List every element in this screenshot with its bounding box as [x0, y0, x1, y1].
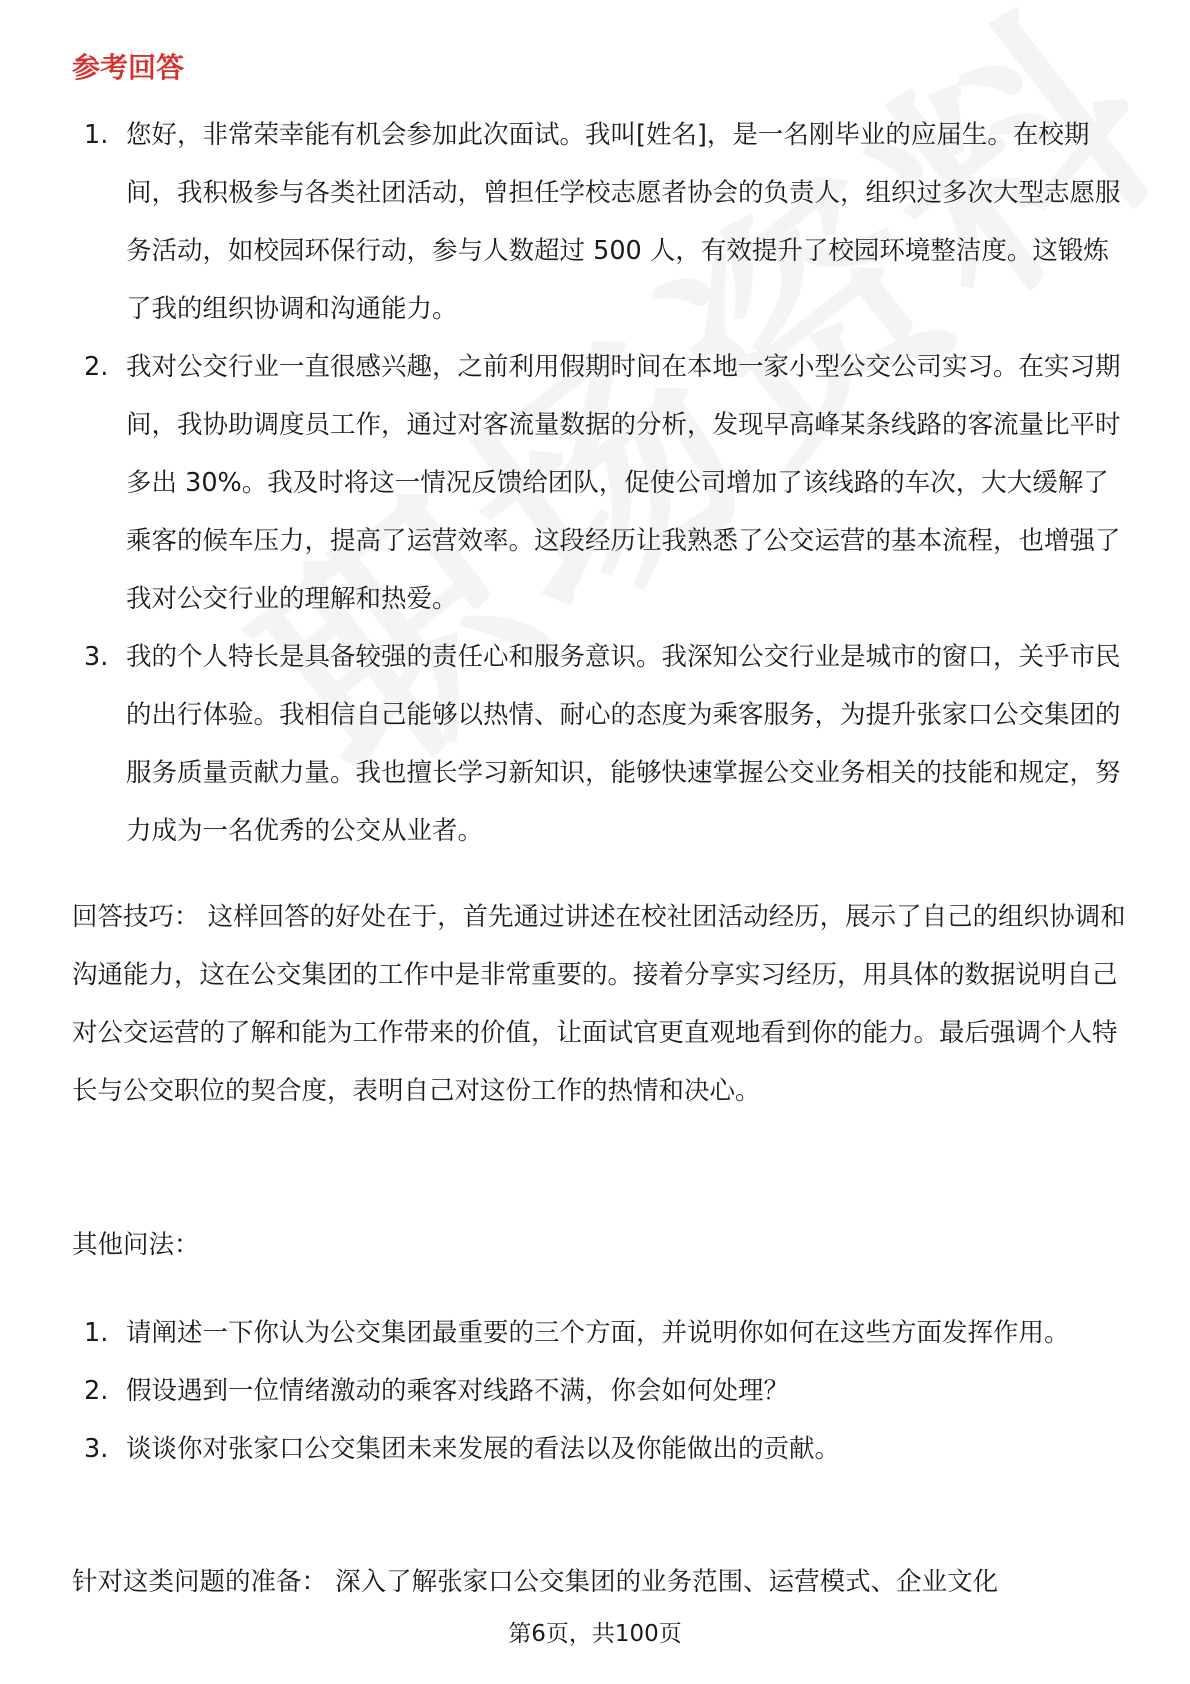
section-heading-reference-answer: 参考回答 [72, 51, 185, 84]
answer-item [0, 628, 1190, 860]
answer-list [0, 106, 1190, 860]
item-number: 3. [84, 642, 109, 672]
item-text: 我的个人特长是具备较强的责任心和服务意识。我深知公交行业是城市的窗口，关乎市民的出行体验。我相信自己能够以热情、耐心的态度为乘客服务，为提升张家口公交集团的服务质量贡献力量。我也擅长学习新知识，能够快速掌握公交业务相关的技能和规定，努力成为一名优秀的公交从业者。 [126, 642, 1121, 846]
item-text: 谈谈你对张家口公交集团未来发展的看法以及你能做出的贡献。 [126, 1434, 841, 1464]
item-number: 1. [84, 1318, 109, 1348]
item-text: 假设遇到一位情绪激动的乘客对线路不满，你会如何处理？ [126, 1376, 790, 1406]
item-number: 3. [84, 1434, 109, 1464]
other-questions-title: 其他问法： [72, 1230, 200, 1260]
item-number: 2. [84, 1376, 109, 1406]
answer-item [0, 338, 1190, 628]
question-item [0, 1304, 1190, 1362]
answer-item [0, 106, 1190, 338]
question-item [0, 1420, 1190, 1478]
question-item [0, 1362, 1190, 1420]
page-number-footer: 第6页，共100页 [508, 1621, 682, 1647]
item-number: 2. [84, 352, 109, 382]
answer-tips-paragraph: 回答技巧： 这样回答的好处在于，首先通过讲述在校社团活动经历，展示了自己的组织协调和沟通能力，这在公交集团的工作中是非常重要的。接着分享实习经历，用具体的数据说明自己对公交运营的了解和能为工作带来的价值，让面试官更直观地看到你的能力。最后强调个人特长与公交职位的契合度，表明自己对这份工作的热情和决心。 [72, 902, 1126, 1106]
item-text: 我对公交行业一直很感兴趣，之前利用假期时间在本地一家小型公交公司实习。在实习期间，我协助调度员工作，通过对客流量数据的分析，发现早高峰某条线路的客流量比平时多出 30%。我及时将这一情况反馈给团队，促使公司增加了该线路的车次，大大缓解了乘客的候车压力，提高了运营效率。这段经历让我熟悉了公交运营的基本流程，也增强了我对公交行业的理解和热爱。 [126, 352, 1121, 614]
item-text: 请阐述一下你认为公交集团最重要的三个方面，并说明你如何在这些方面发挥作用。 [126, 1318, 1070, 1348]
item-number: 1. [84, 120, 109, 150]
item-text: 您好，非常荣幸能有机会参加此次面试。我叫[姓名]，是一名刚毕业的应届生。在校期间，我积极参与各类社团活动，曾担任学校志愿者协会的负责人，组织过多次大型志愿服务活动，如校园环保行动，参与人数超过 500 人，有效提升了校园环境整洁度。这锻炼了我的组织协调和沟通能力。 [126, 120, 1121, 324]
preparation-paragraph: 针对这类问题的准备： 深入了解张家口公交集团的业务范围、运营模式、企业文化 [72, 1567, 999, 1597]
other-questions-list [0, 1304, 1190, 1478]
